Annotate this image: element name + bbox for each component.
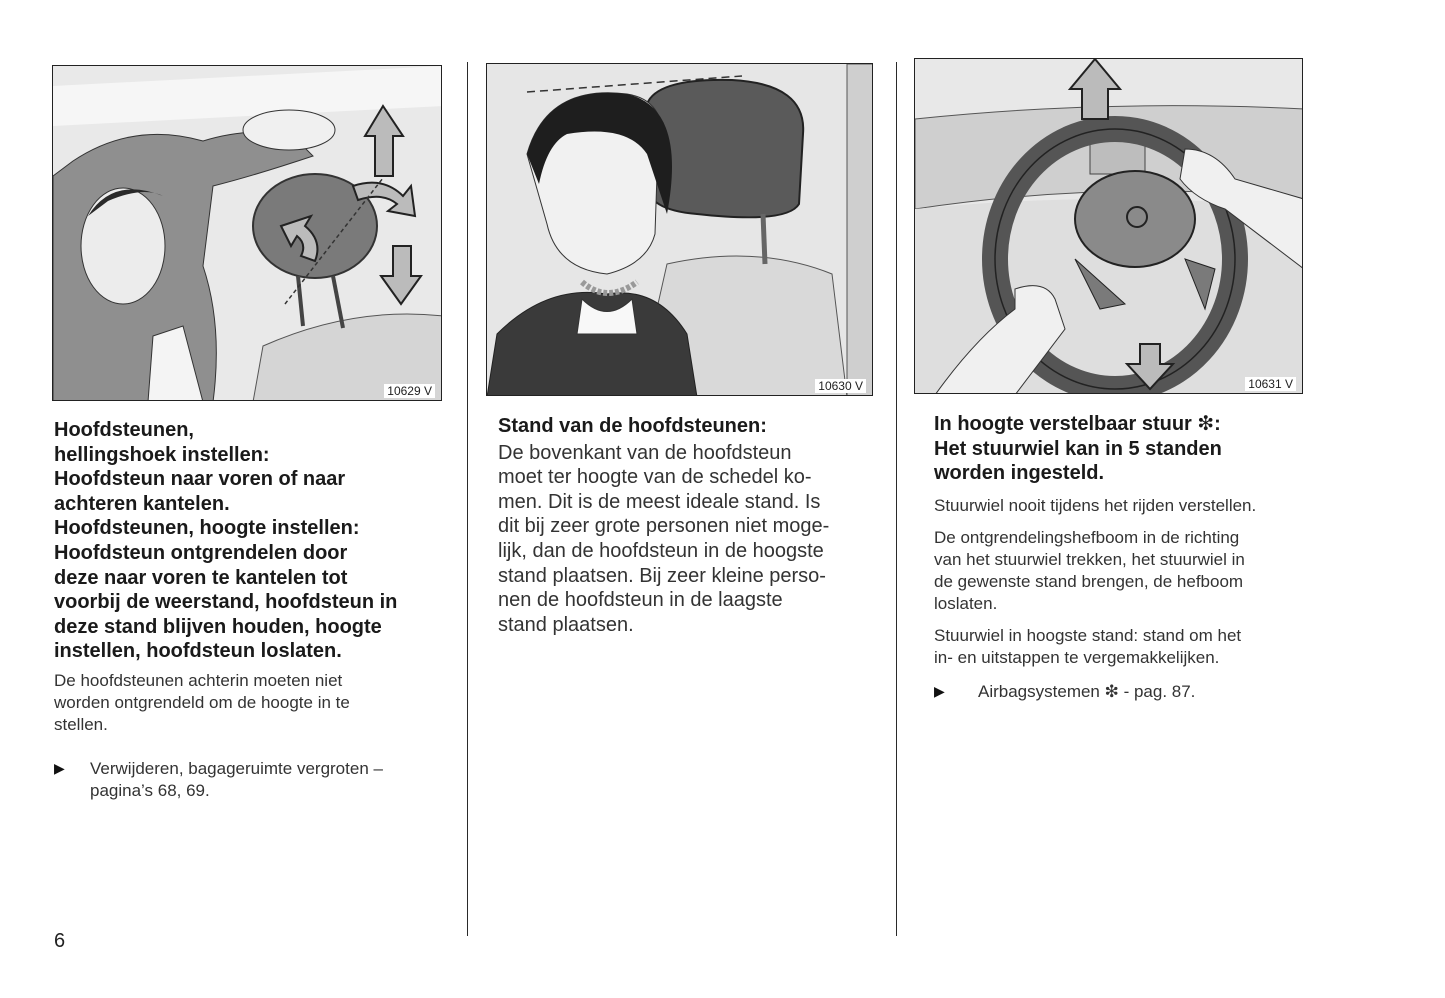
headrest-position-body bbox=[498, 441, 878, 638]
text-line: de gewenste stand brengen, de hefboom bbox=[934, 571, 1244, 591]
text-line: De ontgrendelingshefboom in de richting bbox=[934, 527, 1240, 547]
text-line: nen de hoofdsteun in de laagste bbox=[498, 589, 783, 612]
text-line: stand plaatsen. bbox=[498, 613, 634, 636]
text-line: moet ter hoogte van de schedel ko- bbox=[498, 466, 812, 489]
cross-reference-removal bbox=[54, 758, 454, 802]
heading-line: achteren kantelen. bbox=[54, 492, 230, 515]
heading-line: Hoofdsteunen, hoogte instellen: bbox=[54, 517, 360, 540]
cross-reference-airbag bbox=[934, 681, 1334, 703]
figure-headrest-position bbox=[486, 63, 873, 396]
steering-wheel-illustration bbox=[915, 59, 1303, 394]
text-line: stellen. bbox=[54, 714, 108, 734]
text-line: stand plaatsen. Bij zeer kleine perso- bbox=[498, 564, 826, 587]
text-line: loslaten. bbox=[934, 593, 998, 613]
text-line: Airbagsystemen ❇ - pag. 87. bbox=[978, 681, 1196, 701]
text-line: van het stuurwiel trekken, het stuurwiel in bbox=[934, 549, 1245, 569]
text-line: Stuurwiel in hoogste stand: stand om het bbox=[934, 625, 1242, 645]
text-line: Verwijderen, bagageruimte vergroten – bbox=[90, 758, 383, 778]
text-line: lijk, dan de hoofdsteun in de hoogste bbox=[498, 539, 824, 562]
steering-warning: Stuurwiel nooit tijdens het rijden verstellen. bbox=[934, 495, 1257, 515]
figure-label-10631: 10631 V bbox=[1245, 377, 1296, 391]
headrest-adjust-illustration bbox=[53, 66, 442, 401]
heading-line: deze naar voren te kantelen tot bbox=[54, 566, 348, 589]
heading-line: Hoofdsteunen, bbox=[54, 419, 194, 441]
headrest-heading bbox=[54, 418, 454, 664]
text-line: De bovenkant van de hoofdsteun bbox=[498, 441, 792, 464]
page-number: 6 bbox=[54, 930, 66, 952]
heading-line: voorbij de weerstand, hoofdsteun in bbox=[54, 591, 398, 614]
text-line: dit bij zeer grote personen niet moge- bbox=[498, 515, 830, 538]
heading-line: deze stand blijven houden, hoogte bbox=[54, 615, 382, 638]
figure-steering-wheel bbox=[914, 58, 1303, 394]
heading-line: In hoogte verstelbaar stuur ❇: bbox=[934, 413, 1221, 435]
column-divider-1 bbox=[467, 62, 468, 936]
figure-label-10629: 10629 V bbox=[384, 384, 435, 398]
rear-headrest-note bbox=[54, 670, 454, 736]
text-line: men. Dit is de meest ideale stand. Is bbox=[498, 490, 821, 513]
bullet-triangle-icon: ▶ bbox=[54, 759, 65, 776]
heading-line: hellingshoek instellen: bbox=[54, 443, 270, 466]
text-line: pagina’s 68, 69. bbox=[90, 780, 210, 800]
headrest-position-heading: Stand van de hoofdsteunen: bbox=[498, 415, 767, 437]
text-line: in- en uitstappen te vergemakkelijken. bbox=[934, 647, 1220, 667]
steering-highest-position bbox=[934, 625, 1334, 669]
steering-heading bbox=[934, 412, 1334, 486]
bullet-triangle-icon: ▶ bbox=[934, 682, 945, 699]
heading-line: Hoofdsteun ontgrendelen door bbox=[54, 541, 348, 564]
steering-adjust-steps bbox=[934, 527, 1334, 615]
heading-line: instellen, hoofdsteun loslaten. bbox=[54, 640, 342, 663]
heading-line: worden ingesteld. bbox=[934, 462, 1105, 485]
figure-label-10630: 10630 V bbox=[815, 379, 866, 393]
heading-line: Het stuurwiel kan in 5 standen bbox=[934, 437, 1222, 460]
headrest-position-illustration bbox=[487, 64, 873, 396]
text-line: worden ontgrendeld om de hoogte in te bbox=[54, 692, 350, 712]
text-line: De hoofdsteunen achterin moeten niet bbox=[54, 670, 343, 690]
column-1-text bbox=[54, 418, 454, 802]
column-divider-2 bbox=[896, 62, 897, 936]
column-3-text bbox=[934, 412, 1334, 703]
heading-line: Hoofdsteun naar voren of naar bbox=[54, 468, 346, 491]
column-2-text bbox=[498, 414, 878, 637]
figure-headrest-adjust bbox=[52, 65, 442, 401]
